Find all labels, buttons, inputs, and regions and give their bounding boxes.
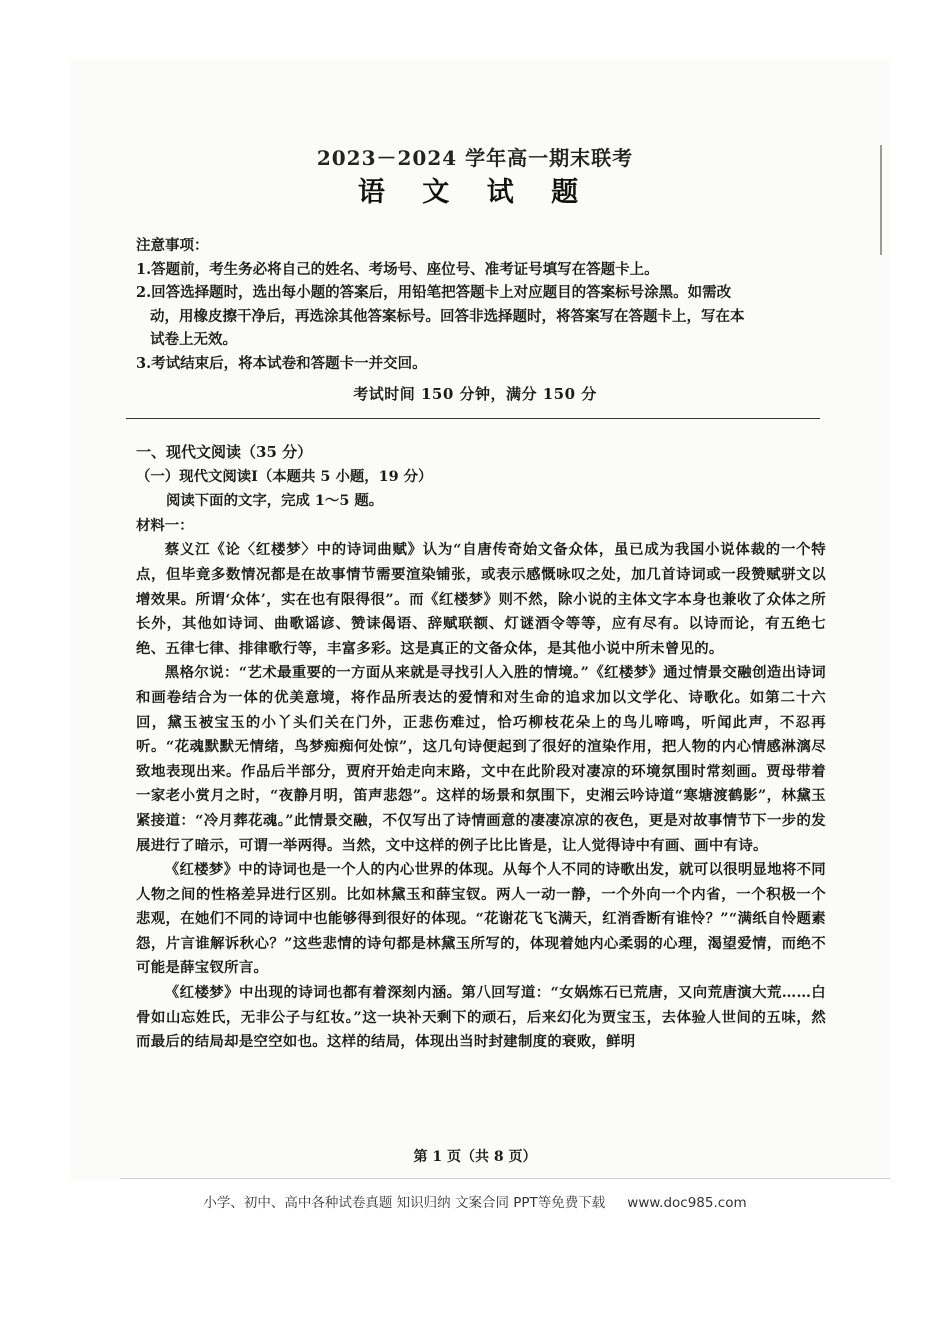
instruction: 阅读下面的文字，完成 1～5 题。 <box>166 492 384 510</box>
subsection-heading: （一）现代文阅读Ⅰ（本题共 5 小题，19 分） <box>136 467 433 485</box>
section-heading: 一、现代文阅读（35 分） <box>136 443 313 461</box>
notice-heading: 注意事项： <box>136 237 209 254</box>
divider <box>126 418 820 419</box>
page-number: 第 1 页（共 8 页） <box>413 1149 537 1165</box>
notice-item-2-line-3: 试卷上无效。 <box>150 331 237 348</box>
subject-title: 语 文 试 题 <box>357 177 593 208</box>
footer-text: 小学、初中、高中各种试卷真题 知识归纳 文案合同 PPT等免费下载 <box>203 1195 606 1211</box>
paragraph-3: 《红楼梦》中的诗词也是一个人的内心世界的体现。从每个人不同的诗歌出发，就可以很明显地将不同人物之间的性格差异进行区别。比如林黛玉和薛宝钗。两人一动一静，一个外向一个内省，一个积极一个悲观，在她们不同的诗词中也能够得到很好的体现。“花谢花飞飞满天，红消香断有谁怜？”“满纸自怜题素怨，片言谁解诉秋心？”这些悲情的诗句都是林黛玉所写的，体现着她内心柔弱的心理，渴望爱情，而绝不可能是薛宝钗所言。 <box>136 861 826 977</box>
notice-block <box>136 234 826 375</box>
notice-item-3: 3.考试结束后，将本试卷和答题卡一并交回。 <box>136 354 427 372</box>
footer <box>0 1191 950 1211</box>
paragraph-2: 黑格尔说：“艺术最重要的一方面从来就是寻找引人入胜的情境。”《红楼梦》通过情景交融创造出诗词和画卷结合为一体的优美意境，将作品所表达的爱情和对生命的追求加以文学化、诗歌化。如第二十六回，黛玉被宝玉的小丫头们关在门外，正悲伤难过，恰巧柳枝花朵上的鸟儿啼鸣，听闻此声，不忍再听。“花魂默默无情绪，鸟梦痴痴何处惊”，这几句诗便起到了很好的渲染作用，把人物的内心情感淋漓尽致地表现出来。作品后半部分，贾府开始走向末路，文中在此阶段对凄凉的环境氛围时常刻画。贾母带着一家老小赏月之时，“夜静月明，笛声悲怨”。这样的场景和氛围下，史湘云吟诗道“寒塘渡鹤影”，林黛玉紧接道：“冷月葬花魂。”此情景交融，不仅写出了诗情画意的凄凄凉凉的夜色，更是对故事情节下一步的发展进行了暗示，可谓一举两得。当然，文中这样的例子比比皆是，让人觉得诗中有画、画中有诗。 <box>136 664 826 854</box>
material-heading: 材料一： <box>136 516 194 534</box>
exam-title: 2023－2024 学年高一期末联考 <box>316 146 634 170</box>
paragraph-4: 《红楼梦》中出现的诗词也都有着深刻内涵。第八回写道：“女娲炼石已荒唐，又向荒唐演大荒……白骨如山忘姓氏，无非公子与红妆。”这一块补天剩下的顽石，后来幻化为贾宝玉，去体验人世间的五味，然而最后的结局却是空空如也。这样的结局，体现出当时封建制度的衰败，鲜明 <box>136 984 826 1051</box>
reading-section <box>136 440 826 1055</box>
notice-item-1: 1.答题前，考生务必将自己的姓名、考场号、座位号、准考证号填写在答题卡上。 <box>136 260 659 278</box>
exam-time: 考试时间 150 分钟，满分 150 分 <box>353 385 597 403</box>
footer-divider <box>120 1178 890 1179</box>
notice-item-2-line-2: 动，用橡皮擦干净后，再选涂其他答案标号。回答非选择题时，将答案写在答题卡上，写在本 <box>150 307 745 325</box>
paragraph-1: 蔡义江《论〈红楼梦〉中的诗词曲赋》认为“自唐传奇始文备众体，虽已成为我国小说体裁的一个特点，但毕竟多数情况都是在故事情节需要渲染铺张，或表示感慨咏叹之处，加几首诗词或一段赞赋骈文以增效果。所谓‘众体’，实在也有限得很”。而《红楼梦》则不然，除小说的主体文字本身也兼收了众体之所长外，其他如诗词、曲歌谣谚、赞诔偈语、辞赋联额、灯谜酒令等等，应有尽有。以诗而论，有五绝七绝、五律七律、排律歌行等，丰富多彩。这是真正的文备众体，是其他小说中所未曾见的。 <box>136 541 826 657</box>
footer-url[interactable]: www.doc985.com <box>627 1195 747 1211</box>
notice-item-2-line-1: 2.回答选择题时，选出每小题的答案后，用铅笔把答题卡上对应题目的答案标号涂黑。如需改 <box>136 284 732 301</box>
